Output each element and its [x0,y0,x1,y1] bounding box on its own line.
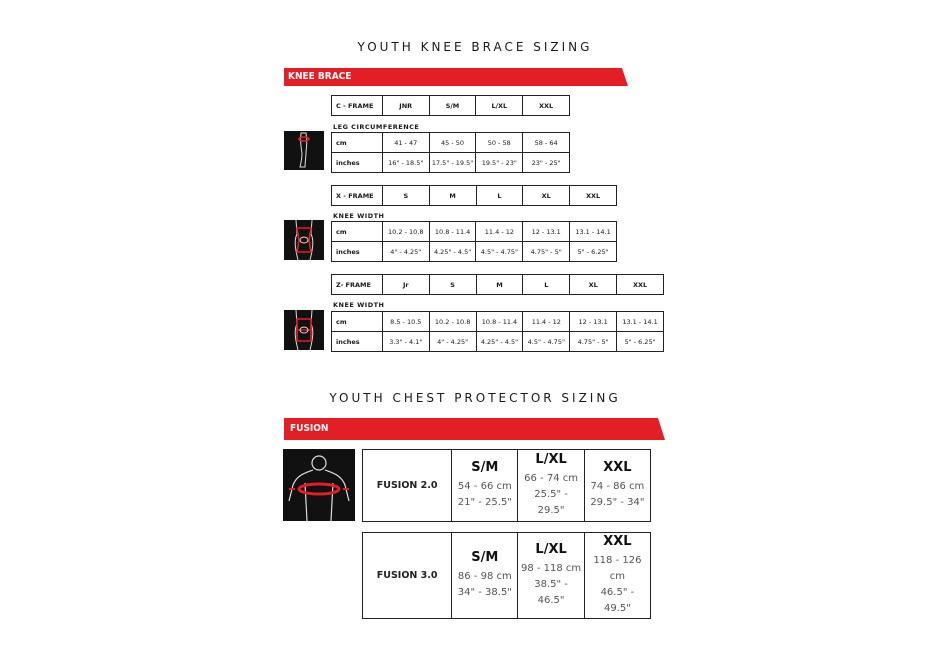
unit-cell: cm [332,133,383,153]
value-cell: 10.2 - 10.8 [382,222,429,242]
table-row [363,533,651,619]
table-row [332,133,570,153]
value-cell: 12 - 13.1 [570,312,617,332]
value-cell: 5" - 6.25" [617,332,664,352]
table-row [363,450,651,522]
leg-icon [284,131,324,170]
size-cell: S [429,275,476,295]
knee-section-title: YOUTH KNEE BRACE SIZING [357,40,593,54]
size-cell: L [523,275,570,295]
value-cell: 13.1 - 14.1 [570,222,617,242]
torso-icon [283,449,355,521]
cm-range: 118 - 126 cm [593,555,642,582]
banner-shape [284,418,666,440]
size-label: XXL [603,534,632,549]
fusion-2-table [362,449,651,522]
fusion-banner-label: FUSION [290,423,329,434]
size-cell: XL [523,186,570,206]
size-cell: Jr [382,275,429,295]
value-cell: 10.2 - 10.8 [429,312,476,332]
value-cell: 8.5 - 10.5 [382,312,429,332]
size-cell: L [476,186,523,206]
value-cell: 4.5" - 4.75" [523,332,570,352]
inch-range: 29.5" - 34" [590,497,645,508]
value-cell: 16" - 18.5" [382,153,429,173]
unit-cell: inches [332,153,383,173]
value-cell: 13.1 - 14.1 [617,312,664,332]
z-frame-table [331,311,664,352]
fusion-3-table [362,532,651,619]
size-cell: M [476,275,523,295]
table-row [332,242,617,262]
size-cell: JNR [382,96,429,116]
unit-cell: cm [332,222,383,242]
fusion-2-name: FUSION 2.0 [363,450,452,522]
z-frame-label: Z- FRAME [332,275,383,295]
size-column [452,533,518,619]
inch-range: 38.5" - 46.5" [534,579,568,606]
x-frame-label: X - FRAME [332,186,383,206]
cm-range: 98 - 118 cm [520,563,582,574]
value-cell: 10.8 - 11.4 [476,312,523,332]
cm-range: 54 - 66 cm [457,481,512,492]
value-cell: 4" - 4.25" [382,242,429,262]
inch-range: 46.5" - 49.5" [600,587,635,614]
table-row [332,275,664,295]
fusion-3-name: FUSION 3.0 [363,533,452,619]
leg-circumference-label: LEG CIRCUMFERENCE [333,123,420,131]
size-label: XXL [603,460,632,475]
size-column [518,450,584,522]
table-row [332,222,617,242]
size-label: S/M [471,550,499,565]
c-frame-label: C - FRAME [332,96,383,116]
fusion-banner [284,418,328,440]
size-cell: XL [570,275,617,295]
value-cell: 4.5" - 4.75" [476,242,523,262]
value-cell: 23" - 25" [523,153,570,173]
value-cell: 41 - 47 [382,133,429,153]
value-cell: 11.4 - 12 [476,222,523,242]
value-cell: 4" - 4.25" [429,332,476,352]
inch-range: 21" - 25.5" [457,497,512,508]
cm-range: 66 - 74 cm [524,473,578,484]
knee-x-frame-icon [284,220,324,260]
size-column [584,533,650,619]
table-row [332,312,664,332]
knee-z-frame-icon [284,310,324,350]
unit-cell: cm [332,312,383,332]
size-column [452,450,518,522]
value-cell: 4.25" - 4.5" [476,332,523,352]
table-row [332,186,617,206]
table-row [332,96,570,116]
size-column [518,533,584,619]
value-cell: 4.25" - 4.5" [429,242,476,262]
value-cell: 17.5" - 19.5" [429,153,476,173]
c-frame-header-table [331,95,570,116]
size-cell: XXL [570,186,617,206]
inch-range: 34" - 38.5" [457,587,512,598]
value-cell: 4.75" - 5" [570,332,617,352]
knee-width-label: KNEE WIDTH [333,212,385,220]
unit-cell: inches [332,242,383,262]
x-frame-header-table [331,185,617,206]
value-cell: 12 - 13.1 [523,222,570,242]
size-label: L/XL [535,542,567,557]
value-cell: 19.5" - 23" [476,153,523,173]
size-cell: XXL [617,275,664,295]
size-cell: S [382,186,429,206]
z-frame-header-table [331,274,664,295]
value-cell: 45 - 50 [429,133,476,153]
value-cell: 3.3" - 4.1" [382,332,429,352]
size-label: S/M [471,460,499,475]
size-cell: XXL [523,96,570,116]
table-row [332,332,664,352]
c-frame-table [331,132,570,173]
size-cell: S/M [429,96,476,116]
chest-section-title: YOUTH CHEST PROTECTOR SIZING [329,391,621,405]
knee-brace-banner-label: KNEE BRACE [288,71,352,82]
cm-range: 86 - 98 cm [457,571,512,582]
size-cell: M [429,186,476,206]
table-row [332,153,570,173]
knee-width-label-z: KNEE WIDTH [333,301,385,309]
value-cell: 5" - 6.25" [570,242,617,262]
value-cell: 10.8 - 11.4 [429,222,476,242]
size-cell: L/XL [476,96,523,116]
x-frame-table [331,221,617,262]
size-column [584,450,650,522]
knee-brace-banner [284,68,351,86]
inch-range: 25.5" - 29.5" [534,489,568,516]
unit-cell: inches [332,332,383,352]
size-label: L/XL [535,452,567,467]
cm-range: 74 - 86 cm [590,481,645,492]
value-cell: 4.75" - 5" [523,242,570,262]
value-cell: 58 - 64 [523,133,570,153]
value-cell: 11.4 - 12 [523,312,570,332]
value-cell: 50 - 58 [476,133,523,153]
